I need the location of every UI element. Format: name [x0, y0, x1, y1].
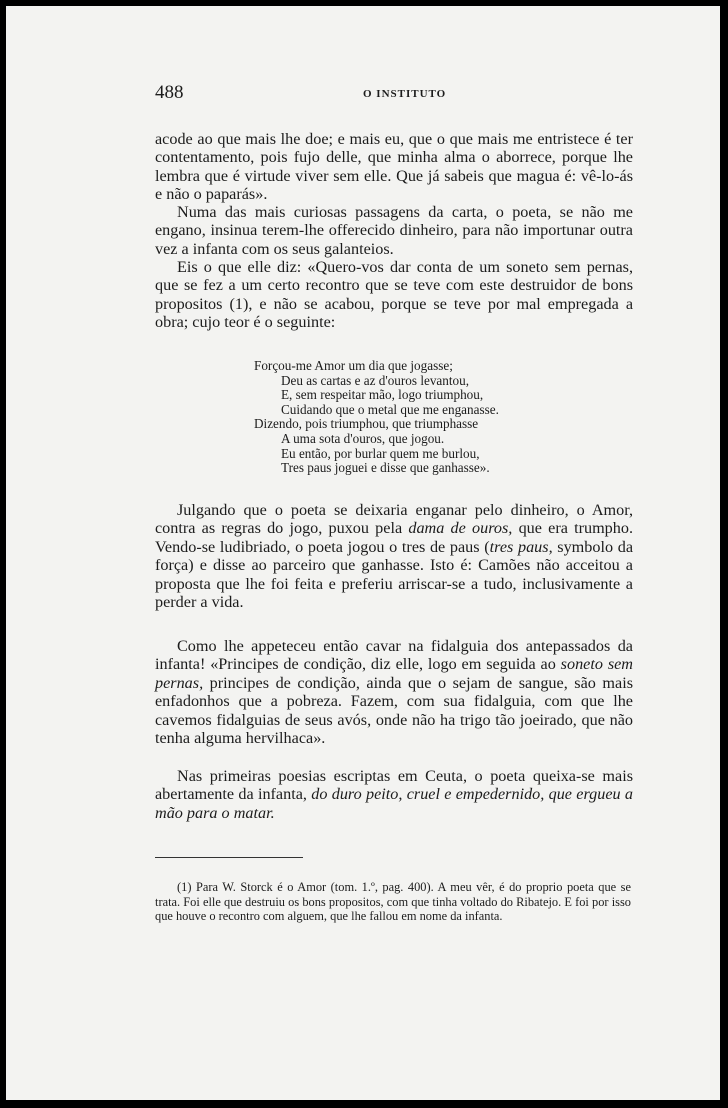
- paragraph-5-text-1: Como lhe appeteceu então cavar na fidalguia dos antepassados da infanta! «Principes de condição, diz elle, logo em seguida ao: [155, 637, 633, 674]
- paragraph-6: [155, 767, 633, 822]
- paragraph-4-emphasis-2: tres paus,: [489, 537, 553, 556]
- paragraph-1: acode ao que mais lhe doe; e mais eu, que o que mais me entristece é ter contentamento, pois fujo delle, que minha alma o aborrece, porque lhe lembra que é virtude viver sem elle. Que já sabeis que magua é: vê-lo-ás e não o paparás».: [155, 130, 633, 204]
- paragraph-6-text-1: Nas primeiras poesias escriptas em Ceuta, o poeta queixa-se mais abertamente da infanta,: [155, 767, 633, 804]
- poem-line: Forçou-me Amor um dia que jogasse;: [254, 358, 453, 373]
- paragraph-6-emphasis-1: do duro peito, cruel e empedernido, que ergueu a mão para o matar.: [155, 785, 634, 822]
- poem-line: Dizendo, pois triumphou, que triumphasse: [254, 416, 479, 432]
- sonnet: [254, 359, 584, 476]
- paragraph-3: Eis o que elle diz: «Quero-vos dar conta de um soneto sem pernas, que se fez a um certo recontro que se teve com este destruidor de bons propositos (1), e não se acabou, porque se teve por mal empregada a obra; cujo teor é o seguinte:: [155, 258, 633, 332]
- poem-line: E, sem respeitar mão, logo triumphou,: [281, 387, 484, 403]
- poem-line: Deu as cartas e az d'ouros levantou,: [281, 372, 470, 388]
- book-page: [6, 6, 720, 1100]
- paragraph-5: [155, 637, 633, 747]
- running-head: [155, 82, 633, 106]
- paragraph-4-emphasis-1: dama de ouros,: [408, 519, 513, 538]
- running-title: O INSTITUTO: [363, 88, 447, 100]
- footnote-divider: [155, 857, 303, 858]
- paragraph-4-text-2: que era trumpho. Vendo-se ludibriado, o poeta jogou o tres de paus (: [155, 519, 634, 556]
- paragraph-4-text-1: Julgando que o poeta se deixaria enganar pelo dinheiro, o Amor, contra as regras do jogo, puxou pela: [155, 501, 633, 538]
- poem-line: Cuidando que o metal que me enganasse.: [281, 401, 499, 417]
- poem-line: Tres paus joguei e disse que ganhasse».: [281, 460, 490, 476]
- poem-line: A uma sota d'ouros, que jogou.: [281, 430, 445, 446]
- paragraph-4-text-3: symbolo da força) e disse ao parceiro que ganhasse. Isto é: Camões não acceitou a proposta que lhe foi feita e preferiu arriscar-se a tudo, inclusivamente a perder a vida.: [155, 537, 633, 612]
- poem-line: Eu então, por burlar quem me burlou,: [281, 445, 480, 461]
- paragraph-2: Numa das mais curiosas passagens da carta, o poeta, se não me engano, insinua terem-lhe offerecido dinheiro, para não importunar outra vez a infanta com os seus galanteios.: [155, 203, 633, 258]
- paragraph-4: [155, 501, 633, 611]
- paragraph-5-text-2: principes de condição, ainda que o sejam de sangue, são mais enfadonhos que a pobreza. Fazem, com sua fidalguia, com que lhe cavemos fidalguias de seus avós, onde não ha trigo tão joeirado, que não tenha alguma hervilhaca».: [155, 673, 633, 748]
- footnote: (1) Para W. Storck é o Amor (tom. 1.º, pag. 400). A meu vêr, é do proprio poeta que se trata. Foi elle que destruiu os bons propositos, com que tinha voltado do Ribatejo. E foi por isso que houve o recontro com alguem, que lhe fallou em nome da infanta.: [155, 880, 631, 924]
- page-number: 488: [155, 82, 184, 103]
- paragraph-5-emphasis-1: soneto sem pernas,: [155, 655, 633, 692]
